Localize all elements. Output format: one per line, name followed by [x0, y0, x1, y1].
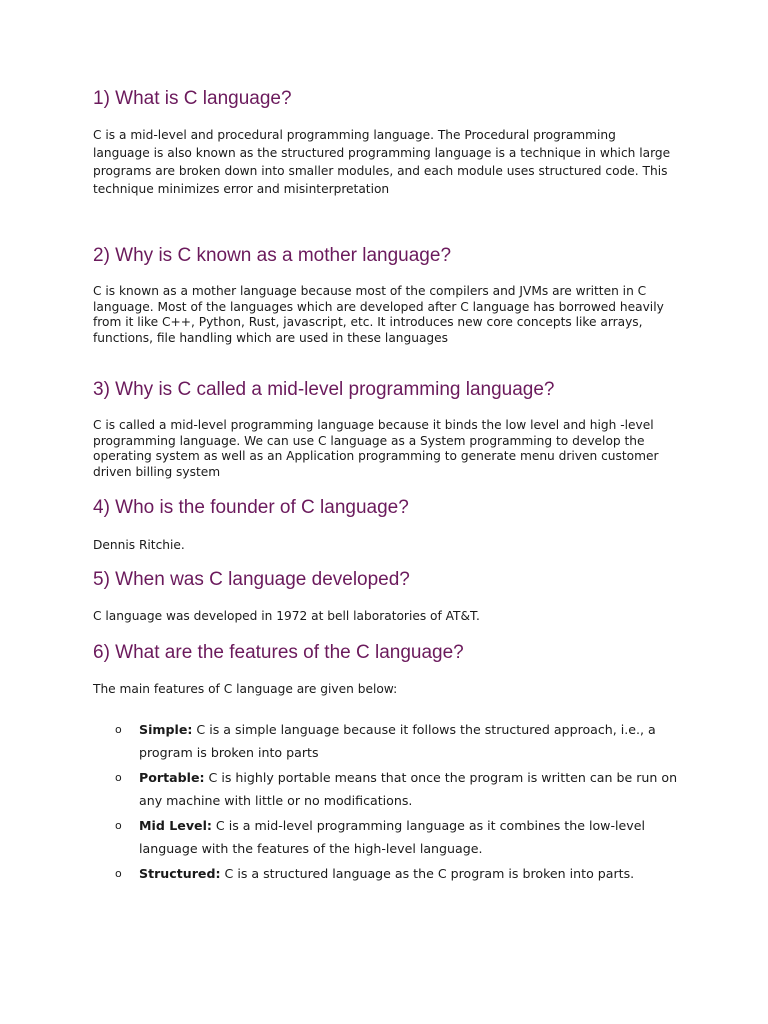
- feature-term: Structured:: [139, 866, 221, 881]
- feature-text: C is highly portable means that once the program is written can be run on any machine with little or no modifications.: [139, 770, 678, 808]
- features-list: [93, 718, 683, 887]
- feature-term: Portable:: [139, 770, 205, 785]
- bullet-icon: o: [115, 771, 122, 784]
- answer-6-text: The main features of C language are given below:: [93, 682, 398, 696]
- question-1-heading: 1) What is C language?: [93, 88, 292, 109]
- feature-text: C is a simple language because it follows the structured approach, i.e., a program is broken into parts: [139, 722, 656, 760]
- feature-term: Simple:: [139, 722, 193, 737]
- list-item: [93, 718, 683, 764]
- question-5-heading: 5) When was C language developed?: [93, 569, 410, 590]
- answer-5-text: C language was developed in 1972 at bell laboratories of AT&T.: [93, 609, 480, 623]
- list-item: [93, 766, 683, 812]
- feature-text: C is a mid-level programming language as it combines the low-level language with the features of the high-level language.: [139, 818, 645, 856]
- question-3-heading: 3) Why is C called a mid-level programming language?: [93, 379, 555, 400]
- list-item: [93, 814, 683, 860]
- bullet-icon: o: [115, 723, 122, 736]
- question-6-heading: 6) What are the features of the C language?: [93, 642, 464, 663]
- answer-3-text: C is called a mid-level programming language because it binds the low level and high -level programming language. We can use C language as a System programming to develop the operating system as well as an Application programming to generate menu driven customer driven billing system: [93, 418, 659, 479]
- feature-text: C is a structured language as the C program is broken into parts.: [220, 866, 635, 881]
- question-2-heading: 2) Why is C known as a mother language?: [93, 245, 452, 266]
- question-4-heading: 4) Who is the founder of C language?: [93, 497, 409, 518]
- list-item: [93, 862, 683, 885]
- answer-1-text: C is a mid-level and procedural programming language. The Procedural programming language is also known as the structured programming language is a technique in which large programs are broken down into smaller modules, and each module uses structured code. This technique minimizes error and misinterpretation: [93, 128, 671, 196]
- bullet-icon: o: [115, 867, 122, 880]
- bullet-icon: o: [115, 819, 122, 832]
- feature-term: Mid Level:: [139, 818, 212, 833]
- answer-2-text: C is known as a mother language because most of the compilers and JVMs are written in C language. Most of the languages which are developed after C language has borrowed heavily from it like C++, Python, Rust, javascript, etc. It introduces new core concepts like arrays, functions, file handling which are used in these languages: [93, 284, 664, 345]
- answer-4-text: Dennis Ritchie.: [93, 538, 185, 552]
